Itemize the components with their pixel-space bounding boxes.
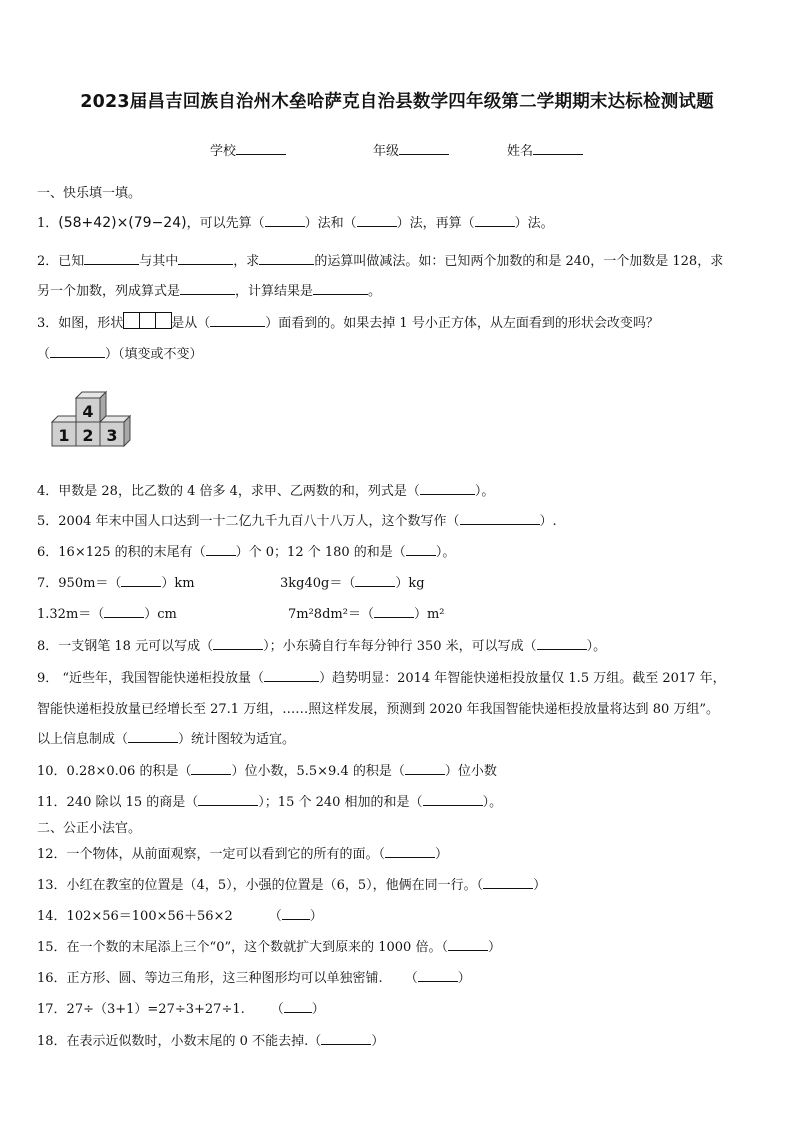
q2-blank-2[interactable] — [178, 252, 233, 265]
q3-blank-1[interactable] — [210, 314, 265, 327]
question-14: 14．102×56＝100×56＋56×2 （ ） — [37, 909, 323, 924]
q11-blank-1[interactable] — [198, 793, 258, 806]
page-title: 2023届昌吉回族自治州木垒哈萨克自治县数学四年级第二学期期末达标检测试题 — [80, 92, 714, 112]
cube-1-label: 1 — [58, 426, 70, 445]
grade-field — [373, 140, 449, 159]
name-blank[interactable] — [533, 142, 583, 155]
question-3-line-1: 3．如图，形状 是从（ ）面看到的。如果去掉 1 号小正方体，从左面看到的形状会改变吗？ — [37, 312, 659, 334]
question-4: 4．甲数是 28，比乙数的 4 倍多 4，求甲、乙两数的和，列式是（ ）。 — [37, 484, 495, 499]
q12-blank[interactable] — [385, 845, 435, 858]
cube-top-label: 4 — [82, 402, 94, 421]
cube-2-label: 2 — [82, 426, 94, 445]
school-field — [210, 140, 286, 159]
question-8: 8．一支钢笔 18 元可以写成（ ）；小东骑自行车每分钟行 350 米，可以写成（ ）。 — [37, 639, 607, 654]
q15-blank[interactable] — [448, 938, 488, 951]
q8-blank-1[interactable] — [213, 637, 263, 650]
section-heading-2: 二、公正小法官。 — [37, 821, 142, 836]
q5-blank[interactable] — [460, 512, 540, 525]
q1-blank-2[interactable] — [357, 214, 397, 227]
question-9-line-3: 以上信息制成（ ）统计图较为适宜。 — [37, 732, 296, 747]
question-15: 15．在一个数的末尾添上三个“0”，这个数就扩大到原来的 1000 倍。（ ） — [37, 940, 501, 955]
question-13: 13．小红在教室的位置是（4，5），小强的位置是（6，5），他俩在同一行。（ ） — [37, 878, 547, 893]
q2-blank-4[interactable] — [180, 282, 235, 295]
question-9-line-1: 9． “近些年，我国智能快递柜投放量（ ）趋势明显：2014 年智能快递柜投放量仅 1.5 万组。截至 2017 年， — [37, 671, 726, 686]
q1-blank-3[interactable] — [475, 214, 515, 227]
question-2-line-2: 另一个加数，列成算式是 ，计算结果是 。 — [37, 284, 382, 299]
q7-blank-4[interactable] — [374, 605, 414, 618]
q7-blank-3[interactable] — [104, 605, 144, 618]
grade-blank[interactable] — [399, 142, 449, 155]
q3-blank-2[interactable] — [50, 345, 105, 358]
q6-blank-2[interactable] — [406, 543, 436, 556]
question-9-line-2: 智能快递柜投放量已经增长至 27.1 万组，……照这样发展，预测到 2020 年我国智能快递柜投放量将达到 80 万组”。 — [37, 702, 720, 717]
question-10: 10．0.28×0.06 的积是（ ）位小数，5.5×9.4 的积是（ ）位小数 — [37, 764, 497, 779]
q10-blank-2[interactable] — [405, 762, 445, 775]
cube-top — [76, 392, 106, 422]
question-7-line-1-right: 3kg40g＝（ ）kg — [280, 576, 425, 591]
question-11: 11．240 除以 15 的商是（ ）；15 个 240 相加的和是（ ）。 — [37, 795, 503, 810]
q18-blank[interactable] — [321, 1032, 371, 1045]
cube-3-label: 3 — [106, 426, 118, 445]
question-16: 16．正方形、圆、等边三角形，这三种图形均可以单独密铺. （ ） — [37, 971, 471, 986]
question-1: 1．(58+42)×(79−24)，可以先算（ ）法和（ ）法，再算（ ）法。 — [37, 215, 554, 231]
question-3-line-2: （ ）（填变或不变） — [37, 347, 203, 362]
q2-blank-5[interactable] — [313, 282, 368, 295]
q6-blank-1[interactable] — [206, 543, 236, 556]
question-2-line-1: 2．已知 与其中 ，求 的运算叫做减法。如：已知两个加数的和是 240，一个加数是 128，求 — [37, 254, 724, 269]
q2-blank-1[interactable] — [84, 252, 139, 265]
q8-blank-2[interactable] — [537, 637, 587, 650]
q7-blank-2[interactable] — [355, 574, 395, 587]
q13-blank[interactable] — [483, 876, 533, 889]
cube-stack-figure — [44, 386, 154, 456]
q1-expression: (58+42)×(79−24) — [58, 215, 187, 231]
q11-blank-2[interactable] — [423, 793, 483, 806]
q17-blank[interactable] — [284, 1000, 312, 1013]
q7-blank-1[interactable] — [121, 574, 161, 587]
q4-blank[interactable] — [420, 482, 475, 495]
question-17: 17．27÷（3+1）=27÷3+27÷1. （ ） — [37, 1002, 325, 1017]
q9-blank-1[interactable] — [264, 669, 319, 682]
q10-blank-1[interactable] — [191, 762, 231, 775]
school-blank[interactable] — [236, 142, 286, 155]
question-12: 12．一个物体，从前面观察，一定可以看到它的所有的面。（ ） — [37, 847, 449, 862]
question-6: 6．16×125 的积的末尾有（ ）个 0；12 个 180 的和是（ ）。 — [37, 545, 456, 560]
q1-blank-1[interactable] — [265, 214, 305, 227]
question-7-line-2-right: 7m²8dm²＝（ ）m² — [288, 607, 445, 622]
school-label: 学校 — [210, 144, 237, 159]
question-7-line-1: 7．950m＝（ ）km — [37, 576, 195, 591]
question-7-line-2: 1.32m＝（ ）cm — [37, 607, 177, 622]
three-square-shape-icon — [123, 312, 171, 333]
q16-blank[interactable] — [418, 969, 458, 982]
q2-blank-3[interactable] — [259, 252, 314, 265]
name-field — [507, 140, 583, 159]
question-18: 18．在表示近似数时，小数末尾的 0 不能去掉.（ ） — [37, 1034, 385, 1049]
q9-blank-2[interactable] — [128, 730, 178, 743]
question-5: 5．2004 年末中国人口达到一十二亿九千九百八十八万人，这个数写作（ ）. — [37, 514, 557, 529]
grade-label: 年级 — [373, 144, 400, 159]
q14-blank[interactable] — [282, 907, 310, 920]
section-heading-1: 一、快乐填一填。 — [37, 186, 142, 201]
name-label: 姓名 — [507, 144, 534, 159]
